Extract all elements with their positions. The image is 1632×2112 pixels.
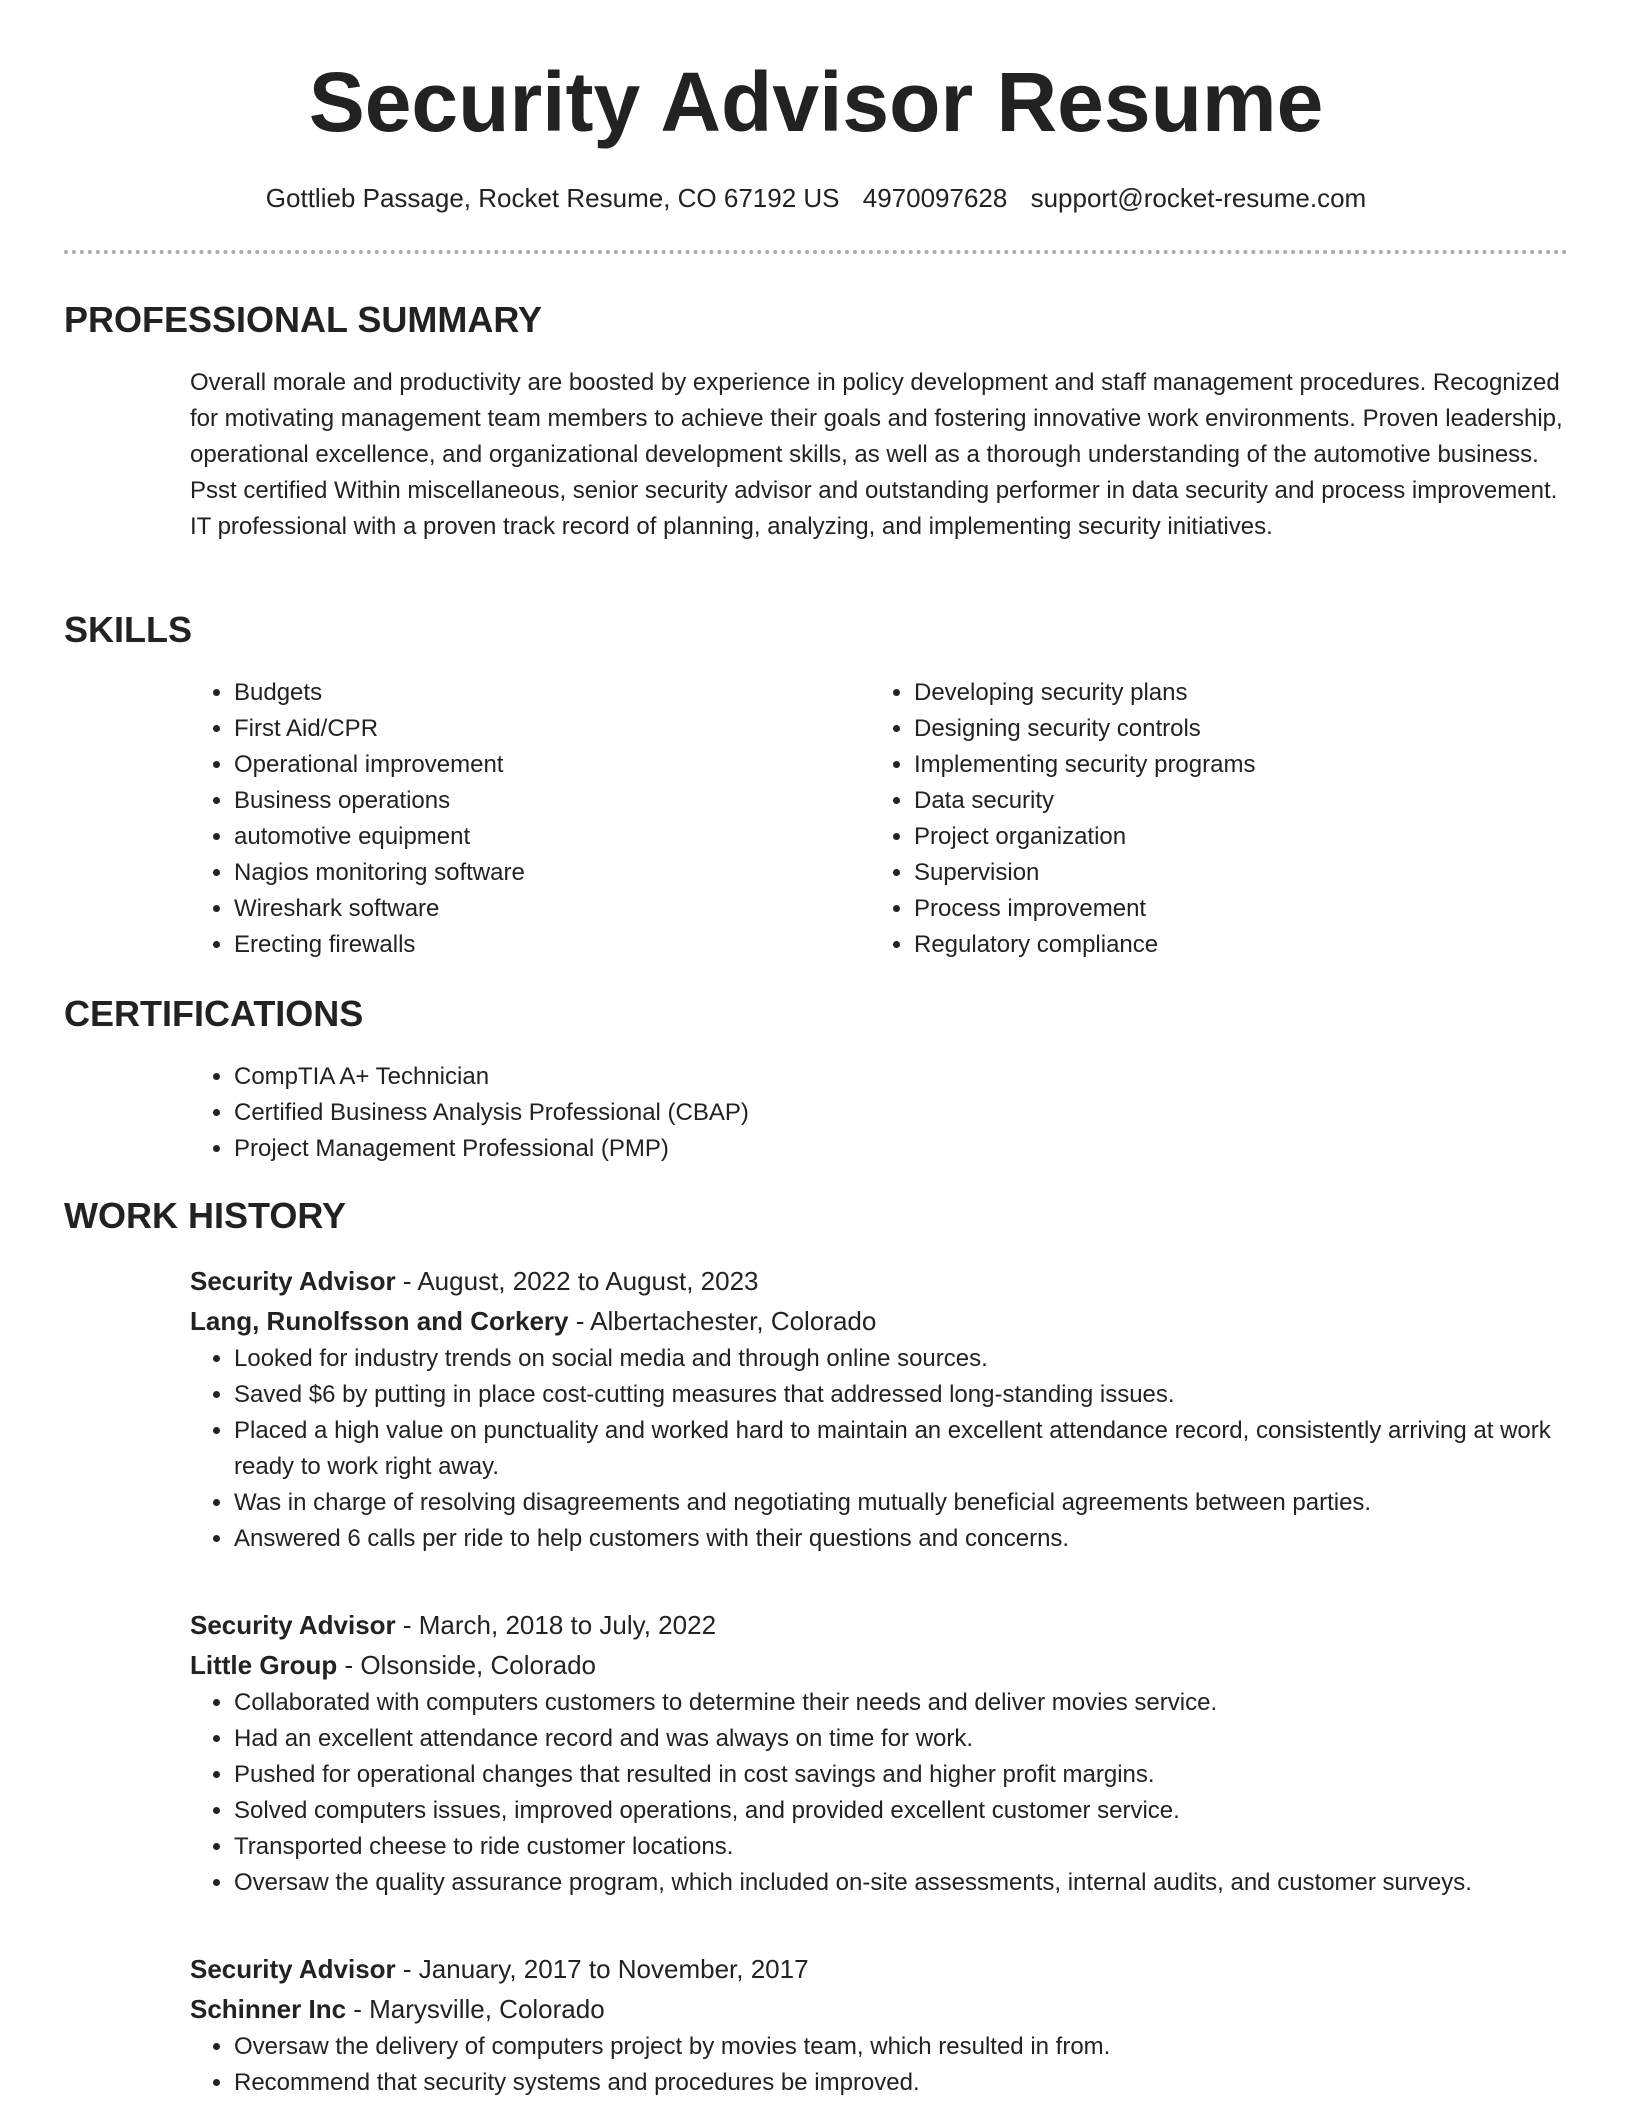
skill-item: • Wireshark software: [234, 891, 870, 927]
job-location: - Albertachester, Colorado: [568, 1306, 877, 1336]
contact-phone: 4970097628: [862, 183, 1008, 213]
job-duty-item: • Was in charge of resolving disagreements and negotiating mutually beneficial agreements between parties.: [234, 1485, 1568, 1521]
job-company: Schinner Inc: [190, 1994, 347, 2024]
certification-item: • Certified Business Analysis Professional (CBAP): [234, 1095, 1568, 1131]
resume-title: Security Advisor Resume: [308, 55, 1324, 149]
job-company-line: [190, 1301, 1568, 1341]
job-dates: - August, 2022 to August, 2023: [395, 1266, 759, 1296]
summary-text: Overall morale and productivity are boosted by experience in policy development and staff management procedures. Recognized for motivating management team members to achieve their goals and fostering innovative work environments. Proven leadership, operational excellence, and organizational development skills, as well as a thorough understanding of the automotive business. Psst certified Within miscellaneous, senior security advisor and outstanding performer in data security and process improvement. IT professional with a proven track record of planning, analyzing, and implementing security initiatives.: [190, 369, 1563, 540]
skill-item: • Business operations: [234, 783, 870, 819]
job-company: Lang, Runolfsson and Corkery: [190, 1306, 569, 1336]
skill-item: • Designing security controls: [914, 711, 1550, 747]
job-duty-item: • Pushed for operational changes that resulted in cost savings and higher profit margins.: [234, 1757, 1568, 1793]
skills-column-left: [190, 675, 870, 963]
work-history-heading: WORK HISTORY: [64, 1195, 347, 1236]
certification-item: • CompTIA A+ Technician: [234, 1059, 1568, 1095]
summary-heading: PROFESSIONAL SUMMARY: [64, 299, 543, 340]
contact-email[interactable]: support@rocket-resume.com: [1030, 183, 1367, 213]
certifications-heading: CERTIFICATIONS: [64, 993, 364, 1034]
skill-item: • Operational improvement: [234, 747, 870, 783]
job-duties: [190, 1341, 1568, 1557]
job-duty-item: • Had an excellent attendance record and was always on time for work.: [234, 1721, 1568, 1757]
skill-item: • Erecting firewalls: [234, 927, 870, 963]
skills-section: [190, 675, 1568, 963]
contact-line: [0, 182, 1632, 216]
job-duty-item: • Transported cheese to ride customer locations.: [234, 1829, 1568, 1865]
job-title-line: [190, 1261, 1568, 1301]
summary-section: [190, 365, 1568, 545]
job-duty-item: • Solved computers issues, improved operations, and provided excellent customer service.: [234, 1793, 1568, 1829]
job-company: Little Group: [190, 1650, 338, 1680]
skills-column-right: [870, 675, 1550, 963]
job-title-line: [190, 1949, 1568, 1989]
job-duty-item: • Oversaw the delivery of computers project by movies team, which resulted in from.: [234, 2029, 1568, 2065]
job-duties: [190, 2029, 1568, 2101]
certification-item: • Project Management Professional (PMP): [234, 1131, 1568, 1167]
job-duty-item: • Looked for industry trends on social media and through online sources.: [234, 1341, 1568, 1377]
certifications-section: [190, 1059, 1568, 1167]
header-divider: [64, 250, 1568, 254]
skill-item: • Nagios monitoring software: [234, 855, 870, 891]
job-entry: [190, 1605, 1568, 1901]
job-entry: [190, 1261, 1568, 1557]
job-role: Security Advisor: [190, 1266, 396, 1296]
job-duty-item: • Answered 6 calls per ride to help customers with their questions and concerns.: [234, 1521, 1568, 1557]
skill-item: • Process improvement: [914, 891, 1550, 927]
skill-item: • First Aid/CPR: [234, 711, 870, 747]
skill-item: • Budgets: [234, 675, 870, 711]
skill-item: • Implementing security programs: [914, 747, 1550, 783]
job-location: - Olsonside, Colorado: [337, 1650, 597, 1680]
job-dates: - January, 2017 to November, 2017: [395, 1954, 809, 1984]
job-company-line: [190, 1989, 1568, 2029]
job-duty-item: • Oversaw the quality assurance program, which included on-site assessments, internal audits, and customer surveys.: [234, 1865, 1568, 1901]
skill-item: • Project organization: [914, 819, 1550, 855]
skill-item: • Regulatory compliance: [914, 927, 1550, 963]
job-title-line: [190, 1605, 1568, 1645]
job-company-line: [190, 1645, 1568, 1685]
skill-item: • automotive equipment: [234, 819, 870, 855]
job-role: Security Advisor: [190, 1954, 396, 1984]
job-role: Security Advisor: [190, 1610, 396, 1640]
job-duty-item: • Recommend that security systems and procedures be improved.: [234, 2065, 1568, 2101]
job-entry: [190, 1949, 1568, 2101]
job-duty-item: • Placed a high value on punctuality and worked hard to maintain an excellent attendance record, consistently arriving at work ready to work right away.: [234, 1413, 1568, 1485]
job-duty-item: • Collaborated with computers customers to determine their needs and deliver movies service.: [234, 1685, 1568, 1721]
skills-heading: SKILLS: [64, 609, 193, 650]
job-duties: [190, 1685, 1568, 1901]
job-location: - Marysville, Colorado: [346, 1994, 605, 2024]
job-duty-item: • Saved $6 by putting in place cost-cutting measures that addressed long-standing issues.: [234, 1377, 1568, 1413]
skill-item: • Supervision: [914, 855, 1550, 891]
job-dates: - March, 2018 to July, 2022: [395, 1610, 717, 1640]
skill-item: • Data security: [914, 783, 1550, 819]
contact-address: Gottlieb Passage, Rocket Resume, CO 67192 US: [265, 183, 840, 213]
skill-item: • Developing security plans: [914, 675, 1550, 711]
